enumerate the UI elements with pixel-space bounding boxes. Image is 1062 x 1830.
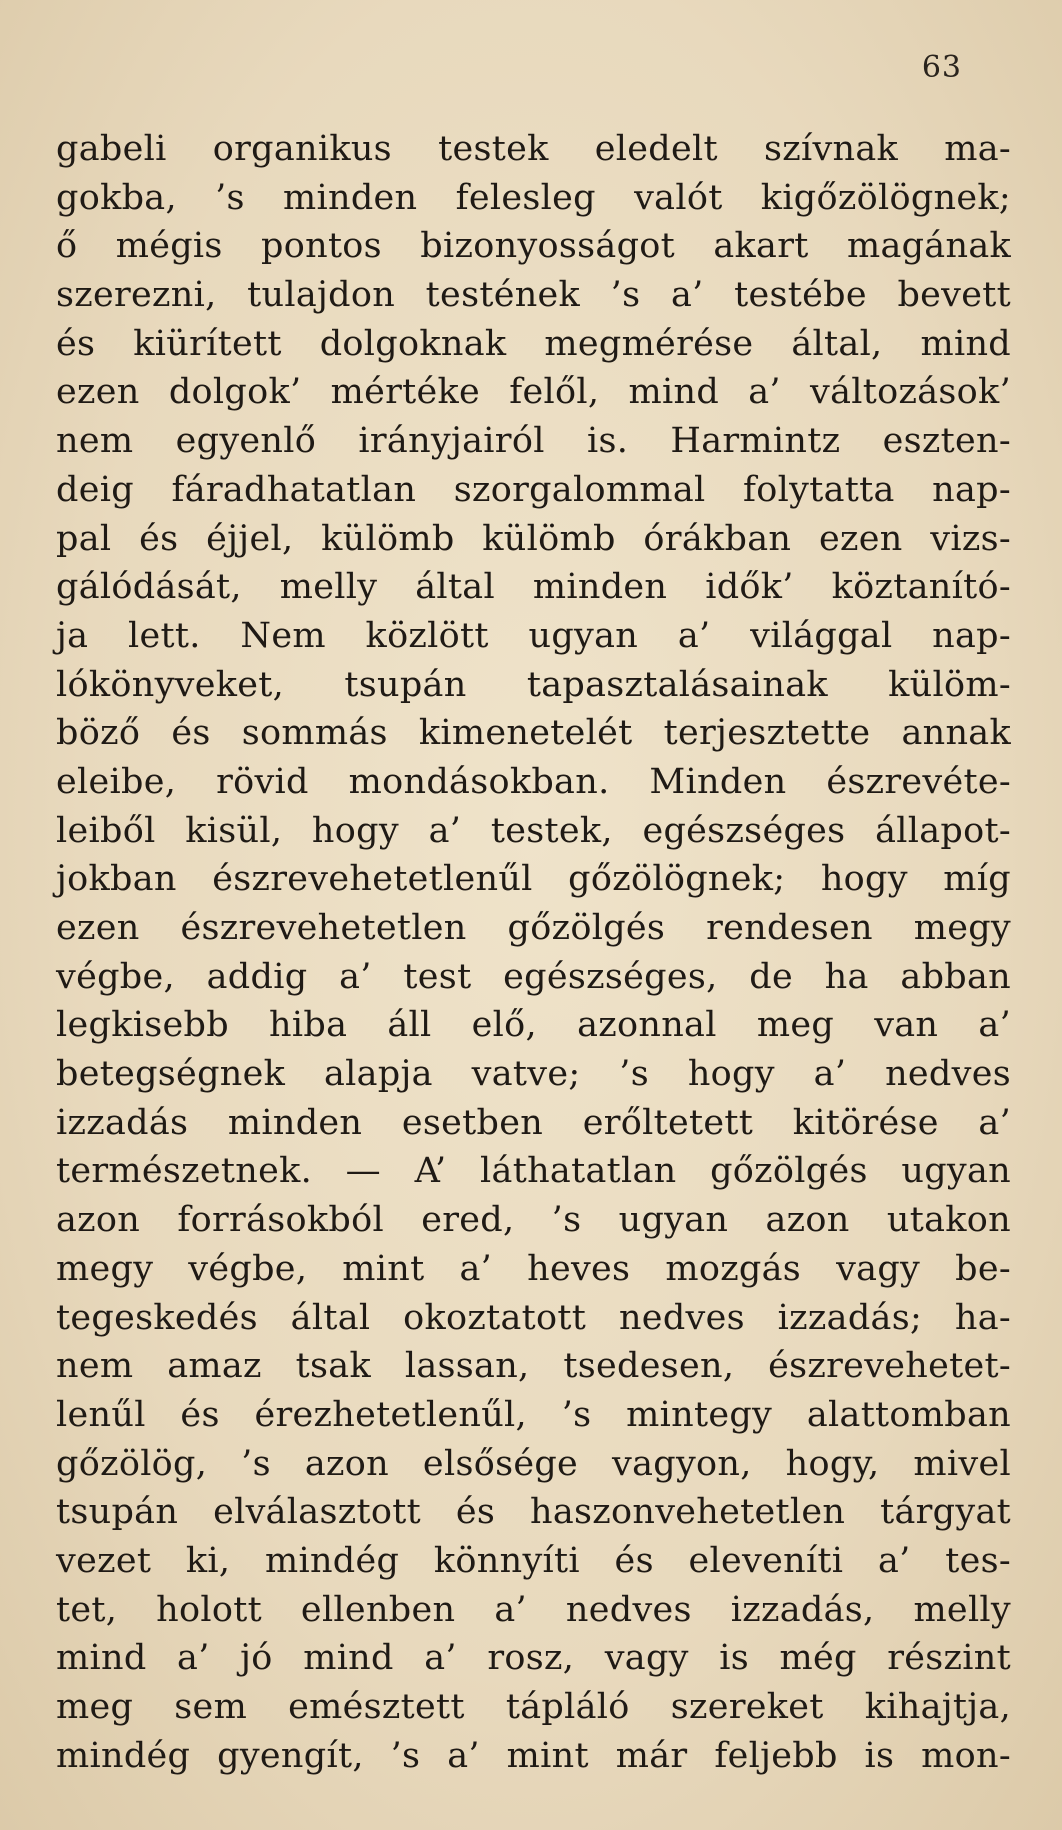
text-line: jokban észrevehetetlenűl gőzölögnek; hogy míg: [56, 859, 1011, 900]
text-line: gőzölög, ’s azon elsősége vagyon, hogy, mivel: [56, 1443, 1011, 1484]
text-line: természetnek. — A’ láthatatlan gőzölgés ugyan: [56, 1151, 1011, 1192]
text-line: leiből kisül, hogy a’ testek, egészséges állapot-: [56, 810, 1011, 851]
text-line: legkisebb hiba áll elő, azonnal meg van a’: [56, 1005, 1011, 1046]
text-line: lenűl és érezhetetlenűl, ’s mintegy alattomban: [56, 1394, 1011, 1435]
text-line: végbe, addig a’ test egészséges, de ha abban: [56, 956, 1011, 997]
text-line: izzadás minden esetben erőltetett kitörése a’: [56, 1102, 1011, 1143]
text-line: azon forrásokból ered, ’s ugyan azon utakon: [56, 1200, 1011, 1241]
text-line: lókönyveket, tsupán tapasztalásainak külöm-: [56, 664, 1011, 705]
text-line: ő mégis pontos bizonyosságot akart magának: [56, 226, 1011, 267]
text-line: gokba, ’s minden felesleg valót kigőzölögnek;: [56, 177, 1011, 218]
text-line: ezen dolgok’ mértéke felől, mind a’ változások’: [56, 372, 1011, 413]
text-line: ezen észrevehetetlen gőzölgés rendesen megy: [56, 908, 1011, 948]
text-line: nem amaz tsak lassan, tsedesen, észrevehetet-: [56, 1346, 1011, 1387]
text-line: mind a’ jó mind a’ rosz, vagy is még részint: [56, 1638, 1011, 1679]
text-line: gálódását, melly által minden idők’ köztanító-: [56, 567, 1011, 608]
text-line: pal és éjjel, külömb külömb órákban ezen vizs-: [56, 518, 1011, 559]
text-line: eleibe, rövid mondásokban. Minden észrevéte-: [56, 761, 1011, 802]
text-line: ja lett. Nem közlött ugyan a’ világgal nap-: [56, 615, 1011, 656]
text-line: megy végbe, mint a’ heves mozgás vagy be-: [56, 1248, 1011, 1289]
text-line: tegeskedés által okoztatott nedves izzadás; ha-: [56, 1297, 1011, 1338]
page-number: 63: [921, 50, 962, 85]
text-line: gabeli organikus testek eledelt szívnak ma-: [56, 129, 1011, 169]
text-line: szerezni, tulajdon testének ’s a’ testébe bevett: [56, 275, 1011, 316]
text-line: betegségnek alapja vatve; ’s hogy a’ nedves: [56, 1054, 1011, 1095]
text-line: böző és sommás kimenetelét terjesztette annak: [56, 713, 1011, 754]
text-line: tet, holott ellenben a’ nedves izzadás, melly: [56, 1589, 1011, 1630]
text-line: mindég gyengít, ’s a’ mint már feljebb is mon-: [56, 1735, 1011, 1776]
text-line: tsupán elválasztott és haszonvehetetlen tárgyat: [56, 1492, 1011, 1533]
text-line: deig fáradhatatlan szorgalommal folytatta nap-: [56, 469, 1011, 510]
body-text: [56, 125, 1011, 1780]
text-line: és kiürített dolgoknak megmérése által, mind: [56, 323, 1011, 364]
text-line: vezet ki, mindég könnyíti és eleveníti a’ tes-: [56, 1540, 1011, 1581]
text-line: nem egyenlő irányjairól is. Harmintz eszten-: [56, 421, 1011, 462]
text-line: meg sem emésztett tápláló szereket kihajtja,: [56, 1687, 1011, 1727]
